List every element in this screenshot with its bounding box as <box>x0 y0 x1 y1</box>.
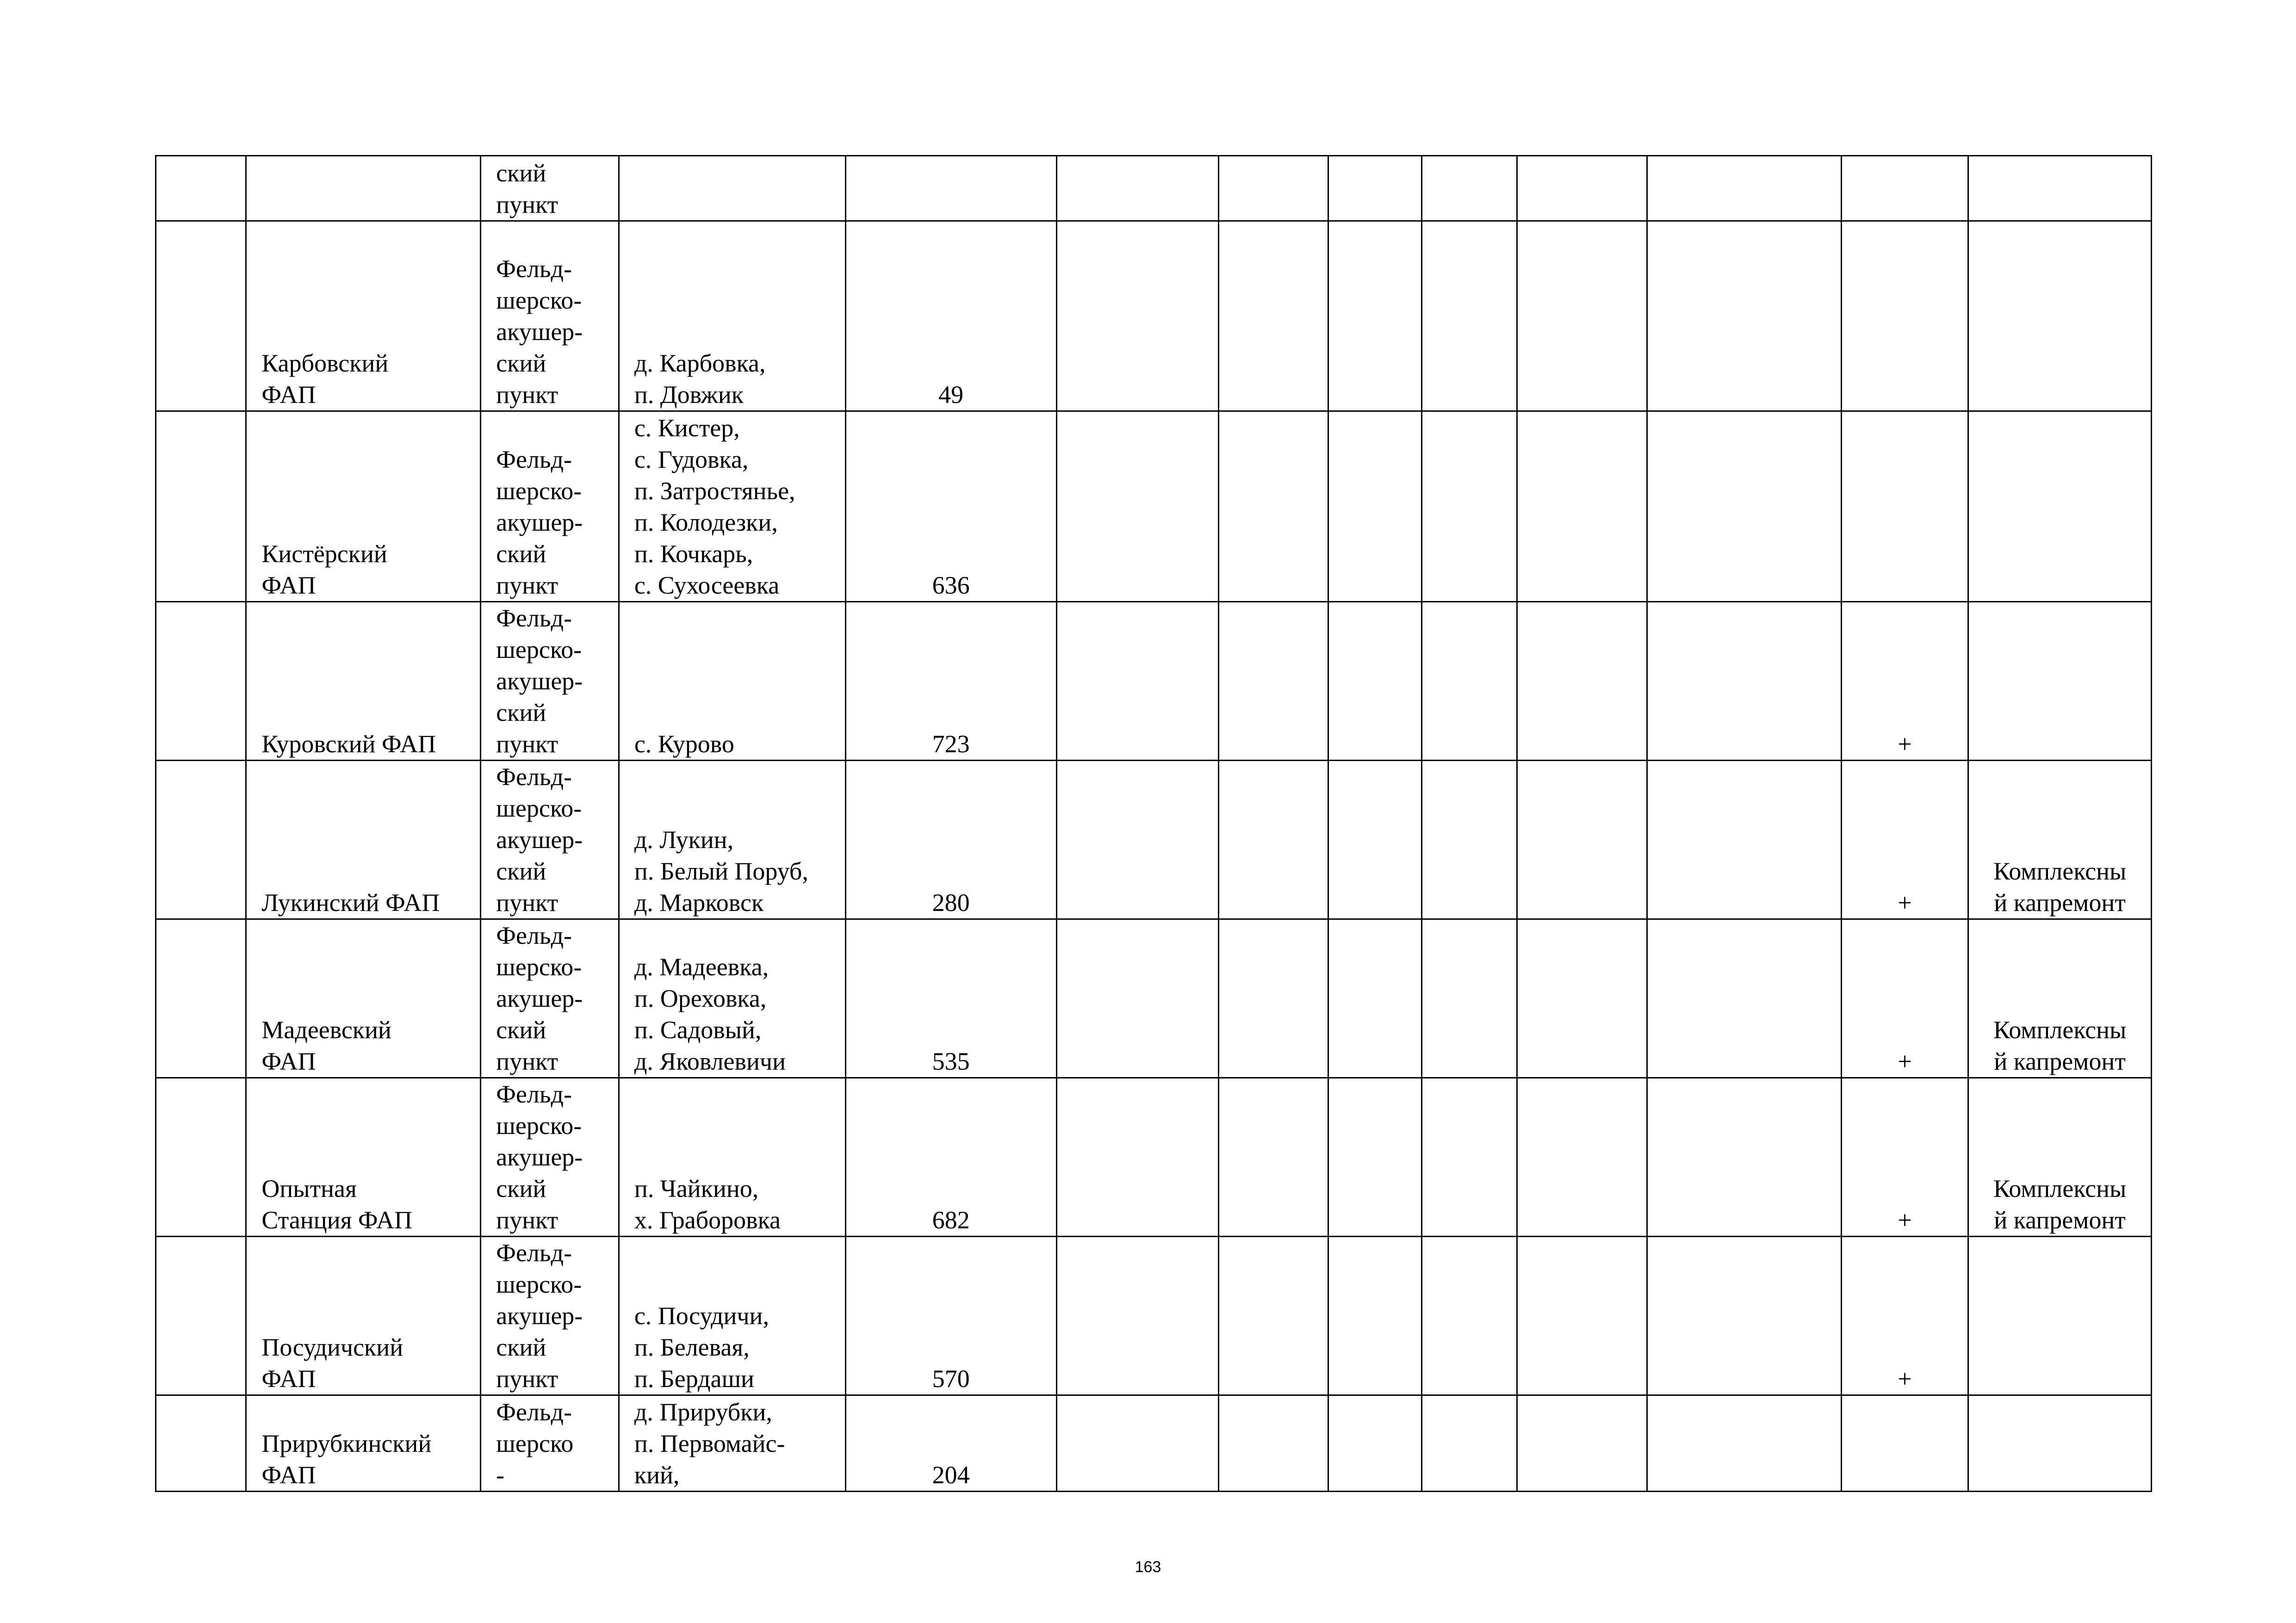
cell-population: 636 <box>845 411 1056 602</box>
cell-plus: + <box>1841 602 1968 761</box>
cell-population <box>845 156 1056 221</box>
table-row <box>156 1078 2152 1237</box>
cell-facility-type: Фельд- шерско- акушер- ский пункт <box>481 411 619 602</box>
table-row <box>156 1395 2152 1492</box>
cell-settlements: д. Прирубки, п. Первомайс- кий, <box>619 1395 845 1492</box>
cell-facility-type: Фельд- шерско- акушер- ский пункт <box>481 919 619 1078</box>
cell-facility-type: Фельд- шерско - <box>481 1395 619 1492</box>
cell-num <box>156 919 246 1078</box>
cell-population: 723 <box>845 602 1056 761</box>
cell-settlements: п. Чайкино, х. Граборовка <box>619 1078 845 1237</box>
cell-settlements: с. Кистер, с. Гудовка, п. Затростянье, п. Колодезки, п. Кочкарь, с. Сухосеевка <box>619 411 845 602</box>
cell-facility-name: Карбовский ФАП <box>246 221 481 411</box>
cell-population: 280 <box>845 761 1056 919</box>
cell-plus: + <box>1841 919 1968 1078</box>
cell-population: 535 <box>845 919 1056 1078</box>
cell-settlements: д. Мадеевка, п. Ореховка, п. Садовый, д. Яковлевичи <box>619 919 845 1078</box>
cell-facility-name: Лукинский ФАП <box>246 761 481 919</box>
cell-num <box>156 156 246 221</box>
cell-note <box>1968 156 2152 221</box>
cell-note: Комплексны й капремонт <box>1968 919 2152 1078</box>
table-row <box>156 1237 2152 1395</box>
cell-facility-name: Прирубкинский ФАП <box>246 1395 481 1492</box>
cell-note <box>1968 1395 2152 1492</box>
cell-facility-name: Посудичский ФАП <box>246 1237 481 1395</box>
cell-facility-name: Кистёрский ФАП <box>246 411 481 602</box>
cell-settlements: д. Карбовка, п. Довжик <box>619 221 845 411</box>
cell-population: 204 <box>845 1395 1056 1492</box>
cell-facility-name: Мадеевский ФАП <box>246 919 481 1078</box>
cell-settlements <box>619 156 845 221</box>
cell-facility-type: Фельд- шерско- акушер- ский пункт <box>481 1078 619 1237</box>
cell-facility-name <box>246 156 481 221</box>
cell-note <box>1968 221 2152 411</box>
cell-population: 570 <box>845 1237 1056 1395</box>
cell-settlements: с. Посудичи, п. Белевая, п. Бердаши <box>619 1237 845 1395</box>
cell-facility-type: ский пункт <box>481 156 619 221</box>
cell-plus <box>1841 156 1968 221</box>
cell-settlements: с. Курово <box>619 602 845 761</box>
cell-plus <box>1841 1395 1968 1492</box>
cell-facility-type: Фельд- шерско- акушер- ский пункт <box>481 221 619 411</box>
facilities-table <box>155 155 2152 1492</box>
cell-num <box>156 1078 246 1237</box>
cell-plus <box>1841 411 1968 602</box>
cell-num <box>156 1395 246 1492</box>
cell-num <box>156 221 246 411</box>
table-row <box>156 919 2152 1078</box>
cell-num <box>156 602 246 761</box>
cell-population: 682 <box>845 1078 1056 1237</box>
cell-note <box>1968 1237 2152 1395</box>
cell-num <box>156 761 246 919</box>
cell-facility-name: Куровский ФАП <box>246 602 481 761</box>
cell-population: 49 <box>845 221 1056 411</box>
cell-settlements: д. Лукин, п. Белый Поруб, д. Марковск <box>619 761 845 919</box>
table-row <box>156 602 2152 761</box>
cell-plus <box>1841 221 1968 411</box>
cell-plus: + <box>1841 761 1968 919</box>
cell-note: Комплексны й капремонт <box>1968 761 2152 919</box>
cell-plus: + <box>1841 1237 1968 1395</box>
table-row <box>156 221 2152 411</box>
table-row <box>156 761 2152 919</box>
cell-num <box>156 1237 246 1395</box>
cell-facility-name: Опытная Станция ФАП <box>246 1078 481 1237</box>
cell-note <box>1968 602 2152 761</box>
cell-num <box>156 411 246 602</box>
cell-facility-type: Фельд- шерско- акушер- ский пункт <box>481 602 619 761</box>
cell-plus: + <box>1841 1078 1968 1237</box>
cell-facility-type: Фельд- шерско- акушер- ский пункт <box>481 761 619 919</box>
page-number: 163 <box>1135 1558 1161 1576</box>
cell-note: Комплексны й капремонт <box>1968 1078 2152 1237</box>
cell-facility-type: Фельд- шерско- акушер- ский пункт <box>481 1237 619 1395</box>
cell-note <box>1968 411 2152 602</box>
table-row <box>156 156 2152 221</box>
table-row <box>156 411 2152 602</box>
